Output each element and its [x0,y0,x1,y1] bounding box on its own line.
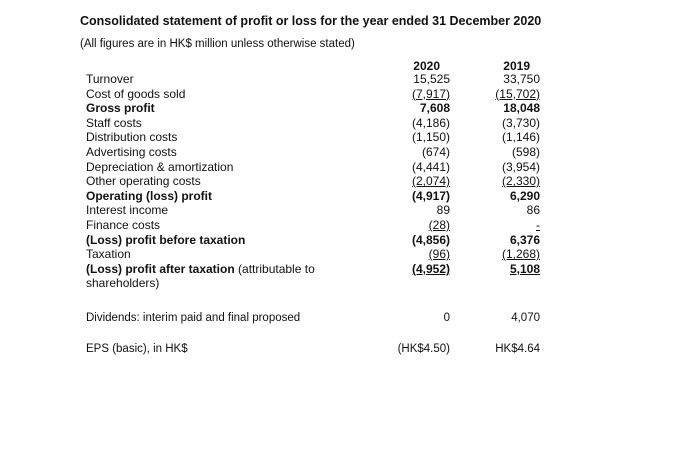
row-label: Gross profit [86,101,155,116]
row-label: Interest income [86,203,169,218]
row-distribution-costs [86,130,546,145]
value-2020: 89 [436,203,450,218]
row-staff-costs [86,116,546,131]
value-2020: (28) [428,217,450,232]
column-header-2020: 2020 [413,59,440,73]
value-2019: 33,750 [503,72,540,86]
value-2019: (1,268) [501,247,540,262]
value-2019: - [536,217,540,232]
value-2020: (4,952) [411,261,450,276]
row-profit-after-taxation [86,262,546,292]
row-gross-profit [86,101,546,116]
value-2019: 6,376 [509,232,540,247]
value-2020: (2,074) [411,174,450,189]
value-2019: 86 [526,203,540,218]
value-2019: 4,070 [511,312,540,324]
row-finance-costs [86,218,546,233]
value-2019: 6,290 [509,188,540,203]
value-2020: (4,917) [411,188,450,203]
row-advertising-costs [86,145,546,160]
row-profit-before-taxation [86,233,546,248]
value-2020: (4,186) [411,115,450,130]
value-2020: (96) [428,247,450,262]
row-label: Cost of goods sold [86,86,186,101]
value-2020: (4,856) [411,232,450,247]
row-label-main: (Loss) profit after taxation [86,261,235,276]
row-label: Turnover [86,72,134,86]
row-operating-profit [86,189,546,204]
row-label: Other operating costs [86,174,201,189]
row-label: Distribution costs [86,130,178,145]
value-2020: 0 [443,312,450,324]
value-2019: 5,108 [509,261,540,276]
row-label: Depreciation & amortization [86,159,234,174]
row-label-suffix: (attributable to shareholders) [86,261,315,291]
statement-table [86,72,546,292]
value-2019: (3,954) [501,159,540,174]
row-eps [86,341,546,357]
row-label: EPS (basic), in HK$ [86,343,188,355]
row-taxation [86,247,546,262]
value-2019: (1,146) [501,130,540,145]
column-header-2019: 2019 [503,59,530,73]
value-2020: (1,150) [411,130,450,145]
value-2020: 15,525 [413,72,450,86]
value-2020: (674) [421,144,450,159]
row-dividends [86,310,546,326]
row-turnover [86,72,546,87]
value-2020: (4,441) [411,159,450,174]
value-2020: 7,608 [419,101,450,116]
row-label: Operating (loss) profit [86,188,212,203]
value-2019: (15,702) [495,86,540,101]
row-cost-of-goods-sold [86,87,546,102]
row-interest-income [86,203,546,218]
row-label [86,262,336,291]
row-label: (Loss) profit before taxation [86,232,246,247]
value-2019: HK$4.64 [495,343,540,355]
row-label: Advertising costs [86,144,177,159]
row-label: Dividends: interim paid and final proposed [86,312,301,324]
row-depreciation-amortization [86,160,546,175]
value-2019: (3,730) [501,115,540,130]
value-2019: 18,048 [503,101,540,116]
value-2020: (7,917) [411,86,450,101]
statement-subtitle: (All figures are in HK$ million unless otherwise stated) [80,38,355,50]
row-label: Finance costs [86,217,161,232]
value-2020: (HK$4.50) [397,343,450,355]
value-2019: (2,330) [501,174,540,189]
row-label: Taxation [86,247,131,262]
statement-title: Consolidated statement of profit or loss for the year ended 31 December 2020 [80,14,542,28]
row-other-operating-costs [86,174,546,189]
row-label: Staff costs [86,115,142,130]
value-2019: (598) [511,144,540,159]
